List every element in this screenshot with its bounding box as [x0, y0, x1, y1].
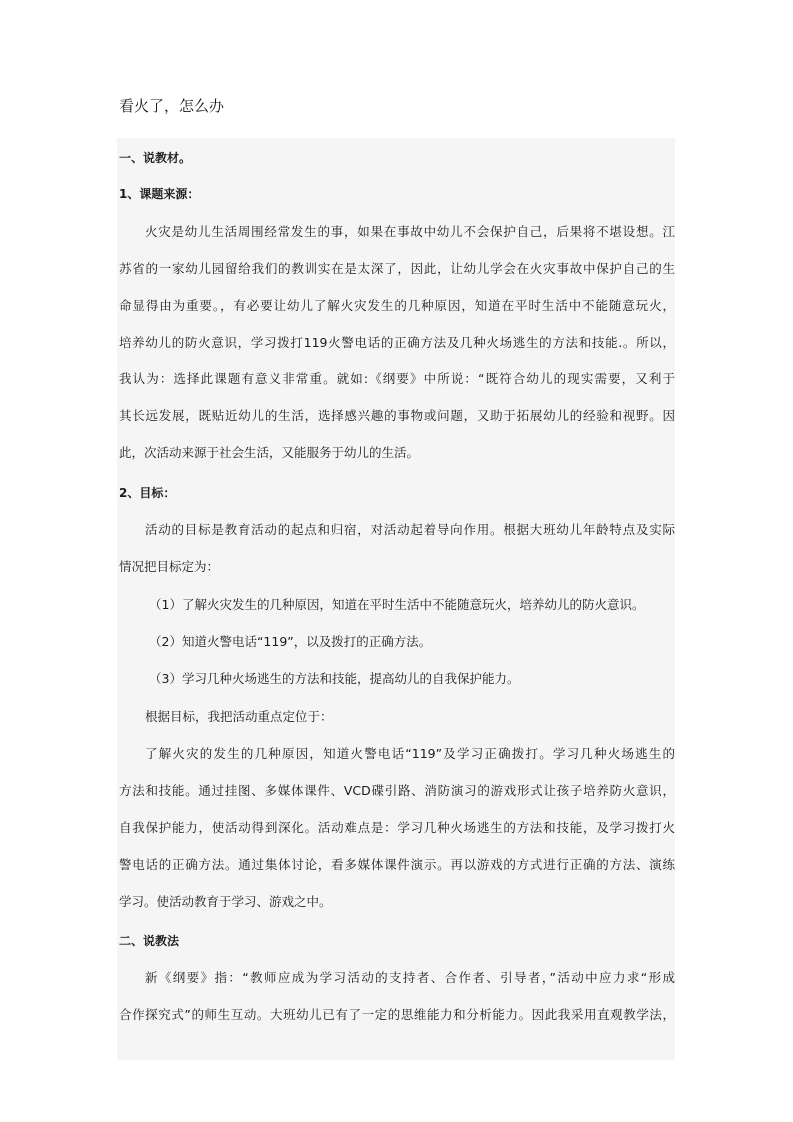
paragraph-line: 学习。使活动教育于学习、游戏之中。 [119, 894, 332, 909]
paragraph-line: 情况把目标定为： [119, 559, 220, 574]
paragraph-line: 新《纲要》指：“教师应成为学习活动的支持者、合作者、引导者，”活动中应力求“形成 [145, 970, 675, 985]
section-heading-1: 一、说教材。 [119, 151, 192, 165]
section-heading-2: 二、说教法 [119, 934, 180, 948]
subsection-heading-source: 1、课题来源： [119, 187, 200, 201]
paragraph-line: 了解火灾的发生的几种原因，知道火警电话“119”及学习正确拨打。学习几种火场逃生的 [145, 746, 675, 761]
paragraph-line: 自我保护能力，使活动得到深化。活动难点是：学习几种火场逃生的方法和技能，及学习拨打火 [119, 820, 675, 835]
paragraph-line: 活动的目标是教育活动的起点和归宿，对活动起着导向作用。根据大班幼儿年龄特点及实际 [145, 522, 675, 537]
page-title: 看火了，怎么办 [119, 97, 225, 115]
paragraph-line: 命显得由为重要。，有必要让幼儿了解火灾发生的几种原因，知道在平时生活中不能随意玩火， [119, 298, 675, 313]
goal-item: （1）了解火灾发生的几种原因，知道在平时生活中不能随意玩火，培养幼儿的防火意识。 [149, 597, 645, 612]
goal-item: （3）学习几种火场逃生的方法和技能，提高幼儿的自我保护能力。 [149, 671, 520, 686]
paragraph-line: 警电话的正确方法。通过集体讨论，看多媒体课件演示。再以游戏的方式进行正确的方法、演练 [119, 857, 675, 872]
document-body [117, 138, 675, 1060]
paragraph-line: 合作探究式”的师生互动。大班幼儿已有了一定的思维能力和分析能力。因此我采用直观教学法， [119, 1007, 675, 1022]
paragraph-line: 此，次活动来源于社会生活，又能服务于幼儿的生活。 [119, 445, 420, 460]
paragraph-line: 我认为：选择此课题有意义非常重。就如:《纲要》中所说：“既符合幼儿的现实需要，又利于 [119, 371, 675, 386]
paragraph-line: 火灾是幼儿生活周围经常发生的事，如果在事故中幼儿不会保护自己，后果将不堪设想。江 [145, 224, 675, 239]
paragraph-line: 其长远发展，既贴近幼儿的生活，选择感兴趣的事物或问题，又助于拓展幼儿的经验和视野。因 [119, 408, 675, 423]
goal-item: （2）知道火警电话“119”，以及拨打的正确方法。 [149, 634, 432, 649]
paragraph-line: 方法和技能。通过挂图、多媒体课件、VCD碟引路、消防演习的游戏形式让孩子培养防火意识， [119, 783, 675, 798]
paragraph-line: 培养幼儿的防火意识，学习拨打119火警电话的正确方法及几种火场逃生的方法和技能.。所以， [119, 335, 675, 350]
subsection-heading-goals: 2、目标： [119, 486, 176, 500]
focus-intro: 根据目标，我把活动重点定位于： [145, 709, 333, 724]
paragraph-line: 苏省的一家幼儿园留给我们的教训实在是太深了，因此，让幼儿学会在火灾事故中保护自己的生 [119, 261, 675, 276]
